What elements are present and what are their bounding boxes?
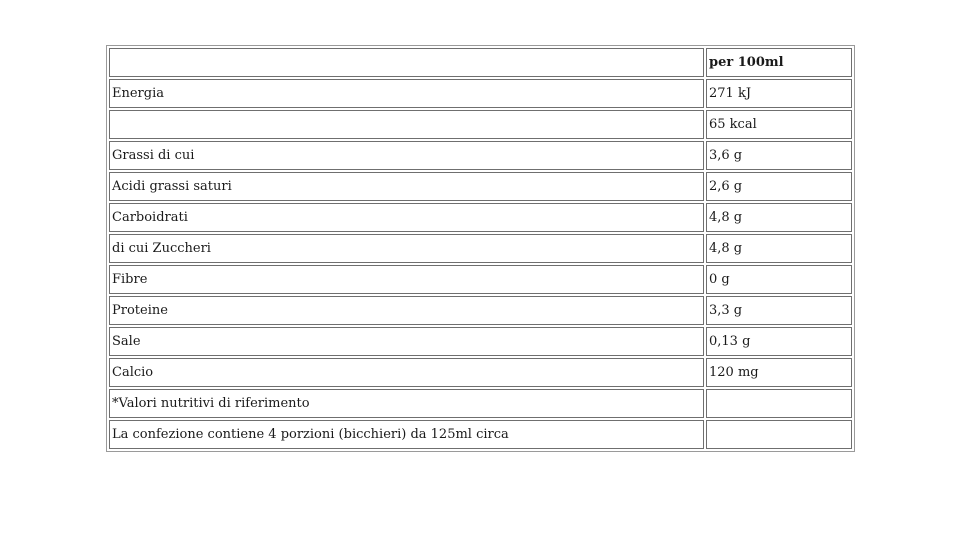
row-label-cell: di cui Zuccheri — [109, 234, 704, 263]
row-label-cell: Grassi di cui — [109, 141, 704, 170]
nutrition-table — [106, 45, 855, 452]
table-row — [109, 234, 852, 263]
table-row — [109, 172, 852, 201]
row-value-cell: 3,6 g — [706, 141, 852, 170]
row-value-cell: 2,6 g — [706, 172, 852, 201]
row-value-cell: 3,3 g — [706, 296, 852, 325]
table-row — [109, 358, 852, 387]
table-row — [109, 203, 852, 232]
table-row — [109, 110, 852, 139]
header-label-cell — [109, 48, 704, 77]
table-row — [109, 79, 852, 108]
row-value-cell — [706, 389, 852, 418]
row-label-cell: Proteine — [109, 296, 704, 325]
header-value-cell: per 100ml — [706, 48, 852, 77]
row-value-cell: 4,8 g — [706, 234, 852, 263]
table-row — [109, 296, 852, 325]
row-value-cell: 4,8 g — [706, 203, 852, 232]
table-row — [109, 141, 852, 170]
table-row — [109, 420, 852, 449]
row-value-cell: 271 kJ — [706, 79, 852, 108]
row-value-cell: 65 kcal — [706, 110, 852, 139]
row-value-cell: 120 mg — [706, 358, 852, 387]
row-value-cell — [706, 420, 852, 449]
row-label-cell: La confezione contiene 4 porzioni (bicchieri) da 125ml circa — [109, 420, 704, 449]
row-label-cell: Calcio — [109, 358, 704, 387]
table-row — [109, 389, 852, 418]
row-label-cell: *Valori nutritivi di riferimento — [109, 389, 704, 418]
row-label-cell: Fibre — [109, 265, 704, 294]
table-row — [109, 327, 852, 356]
row-label-cell: Energia — [109, 79, 704, 108]
row-label-cell: Sale — [109, 327, 704, 356]
row-value-cell: 0 g — [706, 265, 852, 294]
table-row — [109, 265, 852, 294]
row-value-cell: 0,13 g — [706, 327, 852, 356]
row-label-cell: Carboidrati — [109, 203, 704, 232]
row-label-cell — [109, 110, 704, 139]
row-label-cell: Acidi grassi saturi — [109, 172, 704, 201]
table-header-row — [109, 48, 852, 77]
